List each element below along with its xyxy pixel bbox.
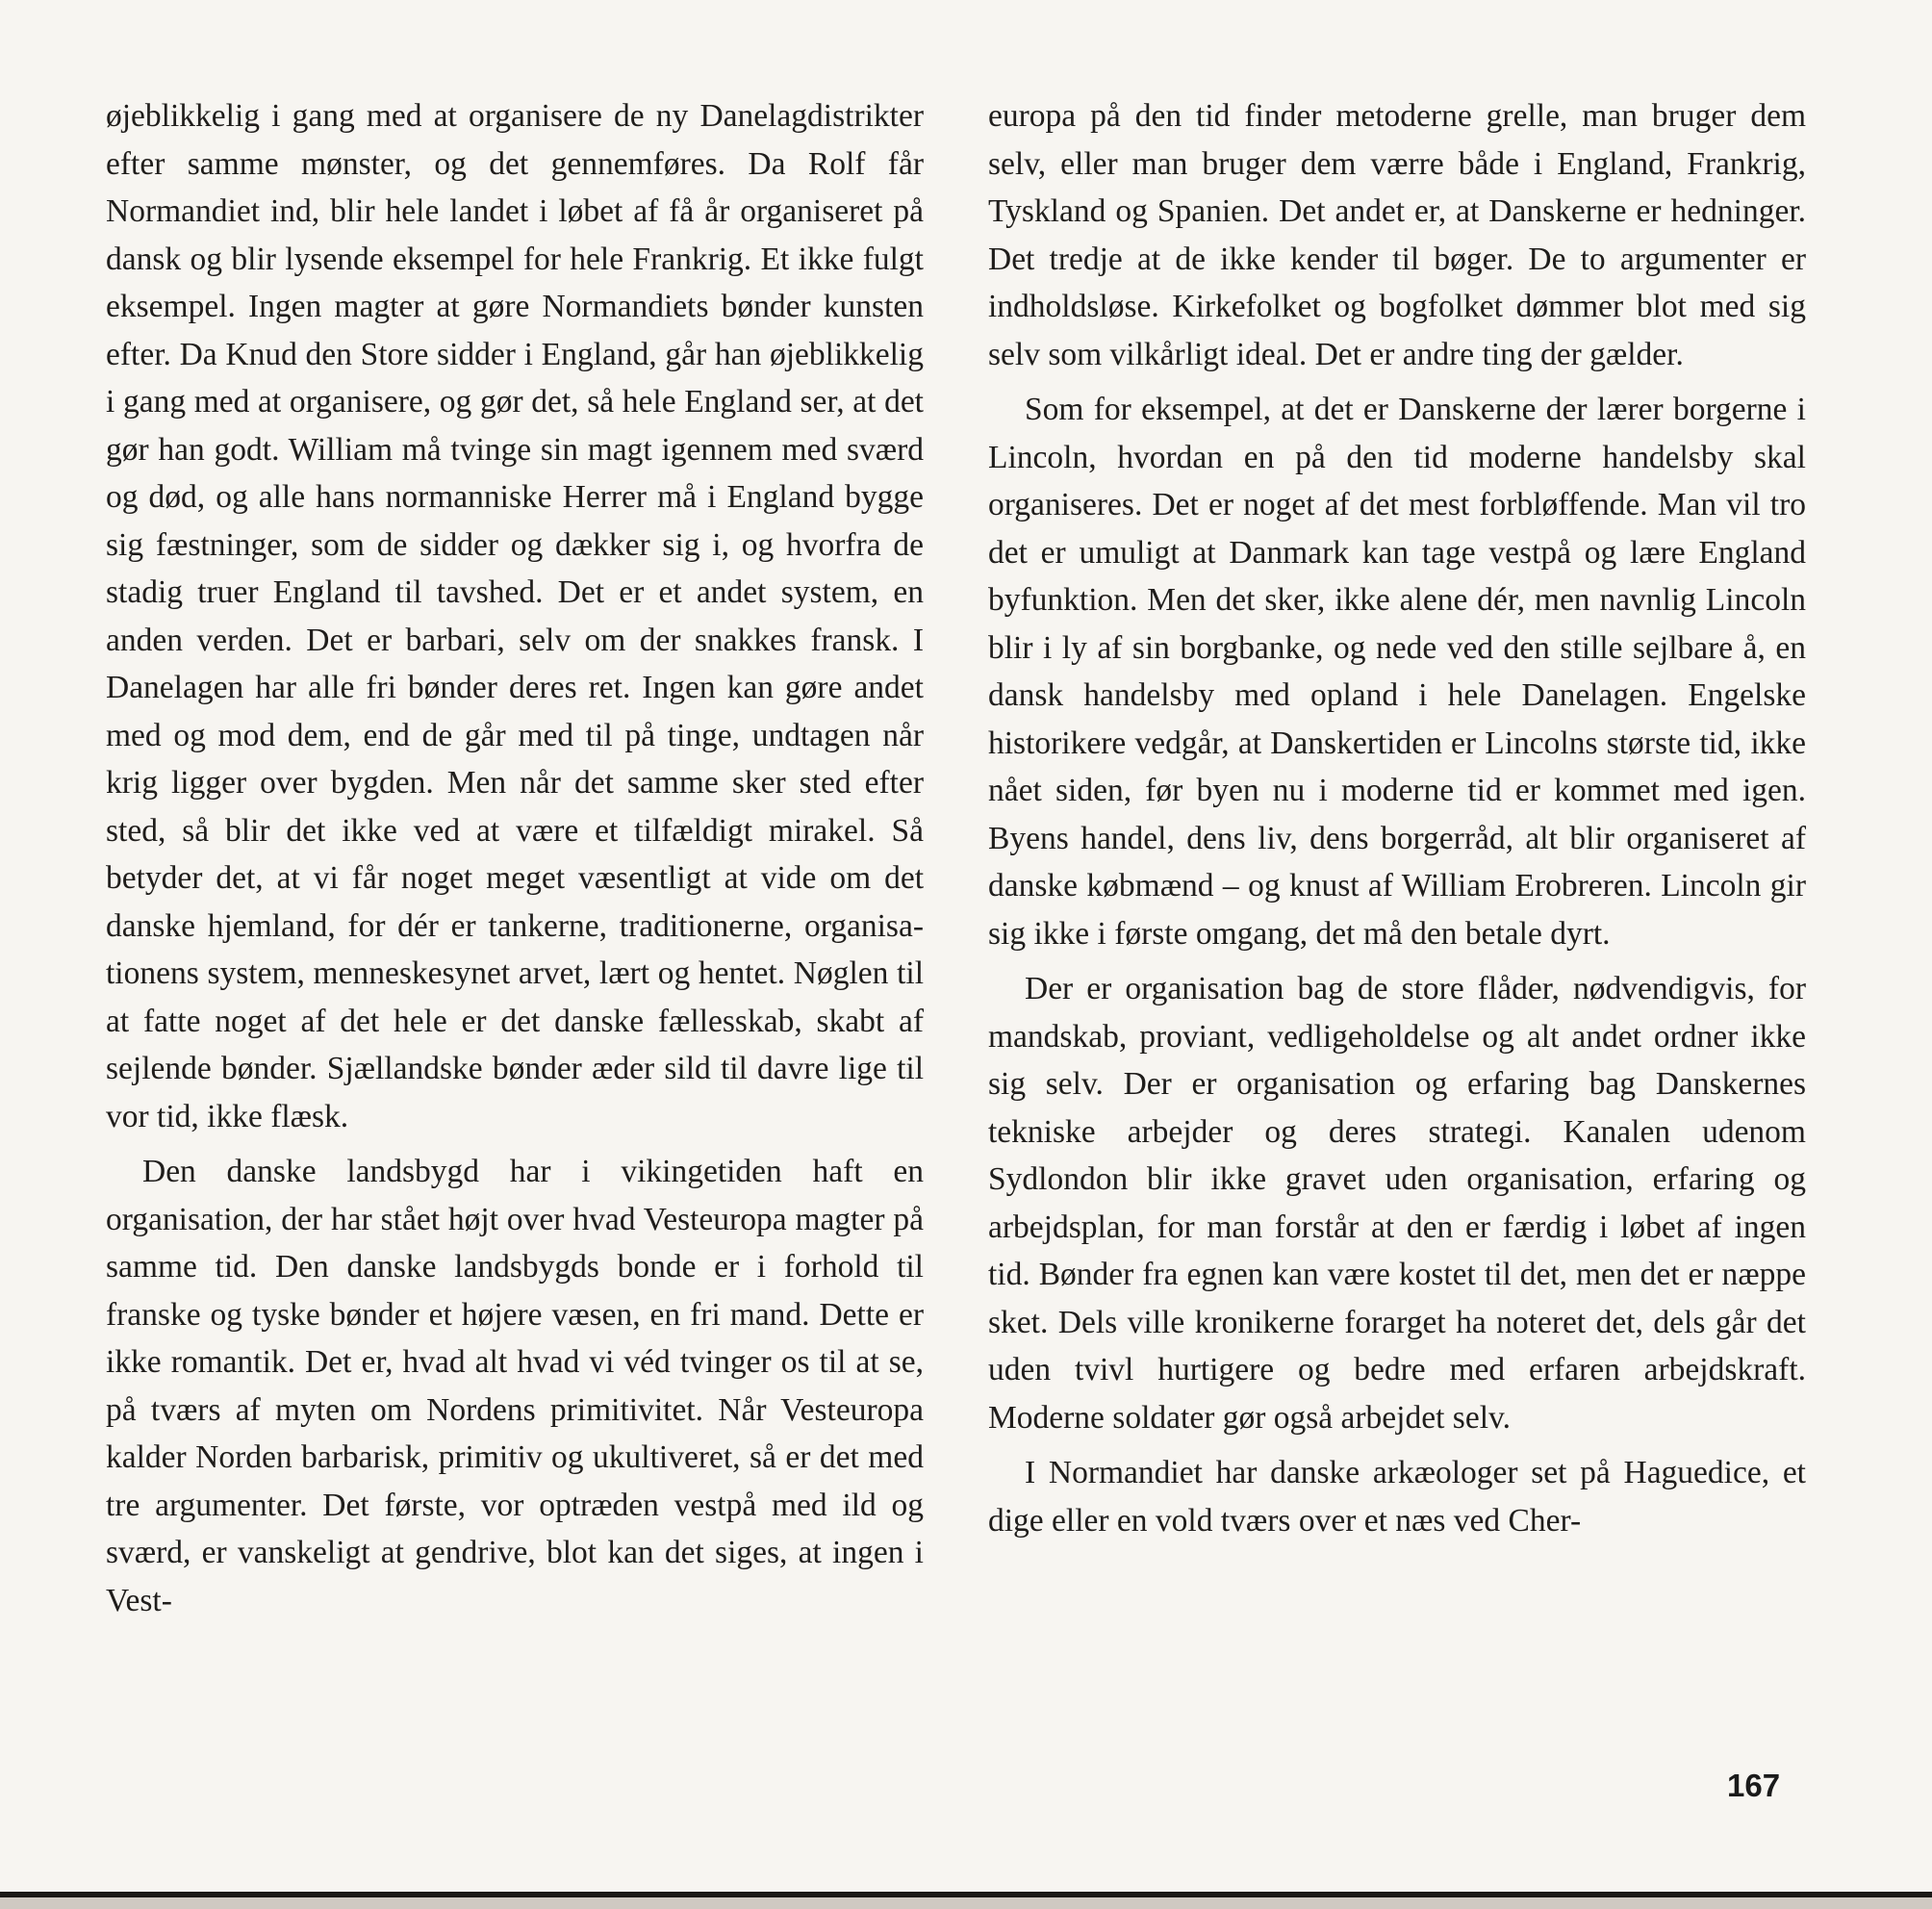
paragraph: øjeblikkelig i gang med at organisere de ny Danelagdistrikter efter samme mønster, og det gennemføres. Da Rolf får Normandiet ind, blir hele landet i løbet af få år organiseret på dansk og blir lysende eksempel for hele Frankrig. Et ikke fulgt eksempel. Ingen magter at gøre Normandiets bønder kunsten efter. Da Knud den Store sidder i England, går han øjeblikkelig i gang med at organisere, og gør det, så hele England ser, at det gør han godt. William må tvinge sin magt igennem med sværd og død, og alle hans normanniske Herrer må i England bygge sig fæstninger, som de sidder og dækker sig i, og hvorfra de stadig truer England til tavshed. Det er et andet system, en anden verden. Det er barbari, selv om der snakkes fransk. I Danelagen har alle fri bønder deres ret. Ingen kan gøre andet med og mod dem, end de går med til på tinge, undtagen når krig ligger over bygden. Men når det samme sker sted efter sted, så blir det ikke ved at være et tilfældigt mirakel. Så betyder det, at vi får noget meget væsentligt at vide om det danske hjemland, for dér er tankerne, traditionerne, organisationens system, menneskesynet arvet, lært og hentet. Nøglen til at fatte noget af det hele er det danske fællesskab, skabt af sejlende bønder. Sjællandske bønder æder sild til davre lige til vor tid, ikke flæsk. bbox=[106, 98, 924, 1134]
paragraph: Der er organisation bag de store flåder, nødvendigvis, for mandskab, proviant, vedligeholdelse og alt andet ordner ikke sig selv. Der er organisation og erfaring bag Danskernes tekniske arbejder og deres strategi. Kanalen udenom Sydlondon blir ikke gravet uden organisation, erfaring og arbejdsplan, for man forstår at den er færdig i løbet af ingen tid. Bønder fra egnen kan være kostet til det, men det er næppe sket. Dels ville kronikerne forarget ha noteret det, dels går det uden tvivl hurtigere og bedre med erfaren arbejdskraft. Moderne soldater gør også arbejdet selv. bbox=[988, 971, 1806, 1436]
paragraph: europa på den tid finder metoderne grelle, man bruger dem selv, eller man bruger dem værre både i England, Frankrig, Tyskland og Spanien. Det andet er, at Danskerne er hedninger. Det tredje at de ikke kender til bøger. De to argumenter er indholdsløse. Kirkefolket og bogfolket dømmer blot med sig selv som vilkårligt ideal. Det er andre ting der gælder. bbox=[988, 98, 1806, 372]
paragraph: Den danske landsbygd har i vikingetiden haft en organisation, der har stået højt over hvad Vesteuropa magter på samme tid. Den danske landsbygds bonde er i forhold til franske og tyske bønder et højere væsen, en fri mand. Dette er ikke romantik. Det er, hvad alt hvad vi véd tvinger os til at se, på tværs af myten om Nordens primitivitet. Når Vesteuropa kalder Norden barbarisk, primitiv og ukultiveret, så er det med tre argumenter. Det første, vor optræden vestpå med ild og sværd, er vanskeligt at gendrive, blot kan det siges, at ingen i Vest- bbox=[106, 1154, 924, 1618]
page-number: 167 bbox=[1727, 1768, 1781, 1803]
right-text-column bbox=[988, 92, 1806, 1544]
paragraph: Som for eksempel, at det er Danskerne der lærer borgerne i Lincoln, hvordan en på den tid moderne handelsby skal organiseres. Det er noget af det mest forbløffende. Man vil tro det er umuligt at Danmark kan tage vestpå og lære England byfunktion. Men det sker, ikke alene dér, men navnlig Lincoln blir i ly af sin borgbanke, og nede ved den stille sejlbare å, en dansk handelsby med opland i hele Danelagen. Engelske historikere vedgår, at Danskertiden er Lincolns største tid, ikke nået siden, før byen nu i moderne tid er kommet med igen. Byens handel, dens liv, dens borgerråd, alt blir organiseret af danske købmænd – og knust af William Erobreren. Lincoln gir sig ikke i første omgang, det må den betale dyrt. bbox=[988, 392, 1806, 952]
left-text-column bbox=[106, 92, 924, 1624]
paragraph: I Normandiet har danske arkæologer set på Haguedice, et dige eller en vold tværs over et næs ved Cher- bbox=[988, 1455, 1806, 1539]
page-bottom-shadow bbox=[0, 1897, 1932, 1909]
